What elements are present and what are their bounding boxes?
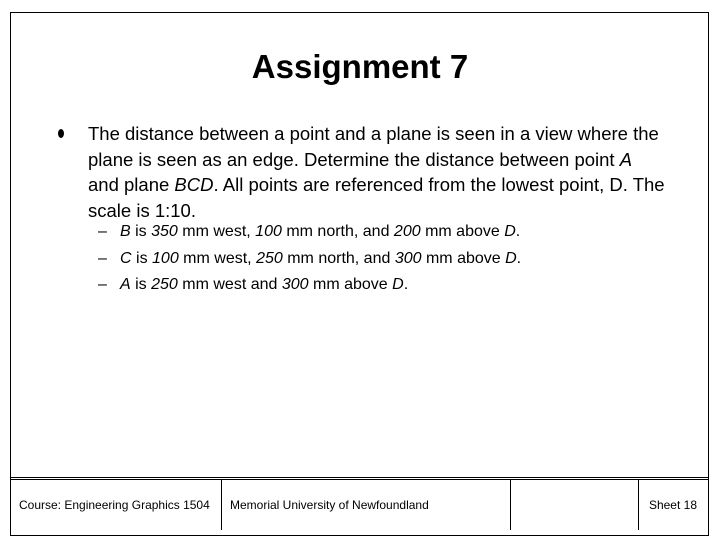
dash-icon: – [98,276,107,293]
slide-title: Assignment 7 [251,48,469,85]
value: 300 [281,276,309,293]
sub-item-a [98,272,521,299]
text: is [131,249,153,267]
value: 250 [256,249,283,267]
value: 200 [393,223,421,240]
text: mm north, and [281,223,394,240]
text: . [516,249,522,267]
text: . [515,223,521,240]
sub-item-c [98,246,521,273]
value: 250 [151,276,178,293]
text: mm above [421,249,506,267]
text: mm west, [177,223,256,240]
text: mm north, and [282,249,395,267]
footer-blank-cell [511,480,639,530]
main-text-part1: The distance between a point and a plane is seen in a view where the plane is seen as an edge. Determine the distance between point [88,123,659,170]
reference-point: D [504,223,516,240]
text: mm west, [178,249,257,267]
text: mm west and [177,276,282,293]
text: . [403,276,409,293]
main-text-part2: and plane [88,174,175,195]
text: is [130,276,152,293]
sub-item-b [98,219,521,246]
reference-point: D [505,249,517,267]
text: is [130,223,152,240]
point-name: C [120,249,132,267]
value: 350 [151,223,178,240]
reference-point: D [392,276,404,293]
bullet-dot-icon [58,129,64,138]
value: 100 [255,223,282,240]
footer-sheet-number: Sheet 18 [648,498,697,512]
value: 100 [152,249,179,267]
sub-bullet-list [98,219,521,299]
point-name: A [120,276,131,293]
footer-course: Course: Engineering Graphics 1504 [11,480,222,530]
footer-bar [10,479,709,529]
main-text-part3: . All points are referenced from the lowest point, D. The scale is 1:10. [88,174,665,221]
point-name: B [120,223,131,240]
dash-icon: – [98,249,107,267]
footer-university: Memorial University of Newfoundland [222,480,511,530]
plane-bcd-label: BCD [174,174,214,195]
dash-icon: – [98,223,107,240]
value: 300 [394,249,422,267]
text: mm above [308,276,393,293]
main-bullet-text [88,121,668,223]
point-a-label: A [619,148,633,170]
text: mm above [420,223,505,240]
